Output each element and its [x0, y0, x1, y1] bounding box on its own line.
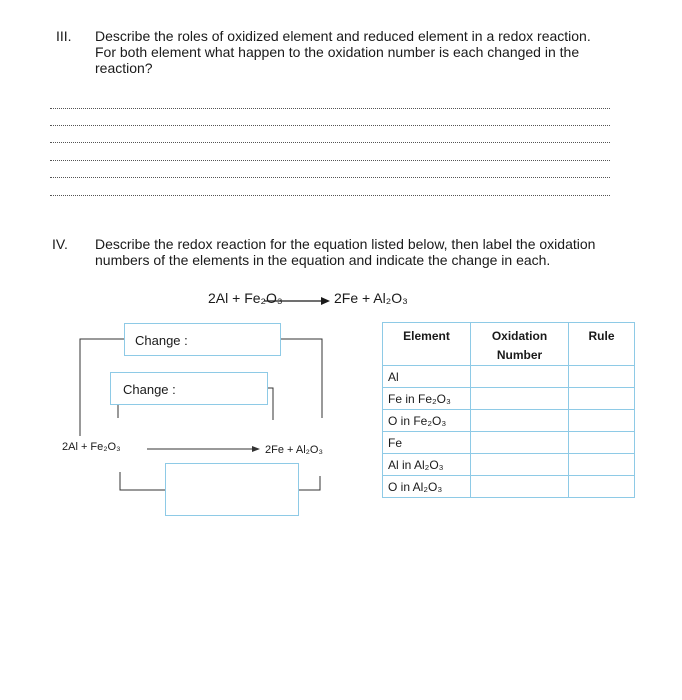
- question-4-line-2: numbers of the elements in the equation and indicate the change in each.: [95, 252, 551, 268]
- oxidation-number-cell[interactable]: [471, 388, 569, 410]
- element-cell: Al: [383, 366, 471, 388]
- oxidation-number-cell[interactable]: [471, 410, 569, 432]
- equation-left: 2Al + Fe₂O₃: [208, 290, 283, 306]
- table-row: [383, 476, 635, 498]
- equation-right: 2Fe + Al₂O₃: [334, 290, 408, 306]
- rule-cell[interactable]: [569, 410, 635, 432]
- question-4-number: IV.: [52, 236, 68, 252]
- change-label-top: Change :: [135, 333, 188, 348]
- question-4-line-1: Describe the redox reaction for the equation listed below, then label the oxidation: [95, 236, 596, 252]
- diagram-products: 2Fe + Al₂O₃: [265, 444, 323, 456]
- element-cell: Fe in Fe₂O₃: [383, 388, 471, 410]
- element-cell: Fe: [383, 432, 471, 454]
- header-oxidation-number: Oxidation Number: [471, 323, 569, 366]
- table-header-row: [383, 323, 635, 366]
- element-cell: O in Al₂O₃: [383, 476, 471, 498]
- element-cell: O in Fe₂O₃: [383, 410, 471, 432]
- header-rule: Rule: [569, 323, 635, 366]
- rule-cell[interactable]: [569, 454, 635, 476]
- oxidation-number-cell[interactable]: [471, 454, 569, 476]
- question-3-line-1: Describe the roles of oxidized element and reduced element in a redox reaction.: [95, 28, 591, 44]
- rule-cell[interactable]: [569, 432, 635, 454]
- change-box-middle[interactable]: [110, 372, 268, 405]
- change-box-bottom[interactable]: [165, 463, 299, 516]
- question-3-line-2: For both element what happen to the oxidation number is each changed in the: [95, 44, 580, 60]
- question-3-line-3: reaction?: [95, 60, 153, 76]
- oxidation-number-cell[interactable]: [471, 432, 569, 454]
- rule-cell[interactable]: [569, 366, 635, 388]
- oxidation-number-cell[interactable]: [471, 366, 569, 388]
- oxidation-table: [382, 322, 635, 498]
- element-cell: Al in Al₂O₃: [383, 454, 471, 476]
- diagram-reactants: 2Al + Fe₂O₃: [62, 441, 121, 453]
- rule-cell[interactable]: [569, 388, 635, 410]
- header-element: Element: [383, 323, 471, 366]
- table-row: [383, 388, 635, 410]
- change-box-top[interactable]: [124, 323, 281, 356]
- table-row: [383, 454, 635, 476]
- oxidation-number-cell[interactable]: [471, 476, 569, 498]
- rule-cell[interactable]: [569, 476, 635, 498]
- table-row: [383, 366, 635, 388]
- table-row: [383, 410, 635, 432]
- table-row: [383, 432, 635, 454]
- question-3-number: III.: [56, 28, 72, 44]
- change-label-middle: Change :: [123, 382, 176, 397]
